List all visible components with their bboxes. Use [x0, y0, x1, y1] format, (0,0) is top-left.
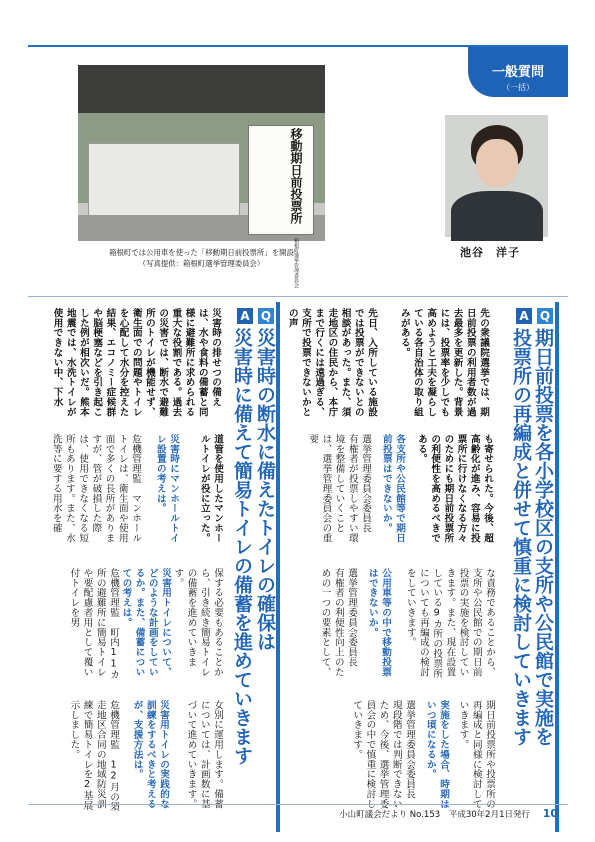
- section1-question-3: 実施をした場合、時期はいつ頃になるか。: [424, 700, 449, 809]
- section2-headline-answer: 災害時に備えて簡易トイレの備蓄を進めていきます: [231, 328, 253, 765]
- section1-text-2: 先日、入所している施設では投票ができないとの相談があった。また、須走地区の住民から、本庁まで行くには遠過ぎる、支所で投票できないかとの声: [286, 308, 377, 417]
- question-type-title: 一般質問: [491, 65, 544, 80]
- section2-answer-2-cont: 女別に運用します。備蓄については、計画数に基づいて進めていきます。: [185, 700, 223, 809]
- section1-headline-question: 期日前投票を各小学校区の支所や公民館で実施を: [532, 328, 554, 746]
- photo-caption: [78, 247, 325, 269]
- section2-answer-2: 危機管理監 町内11カ所の避難所に簡易トイレや要配慮者用として覆い付トイレを男: [68, 568, 119, 680]
- section1-text-3: も寄せられた。今後、超高齢化が進み、容易に投票所に行けなくなる方々のためにも期日前投票所の利便性を高めるべきである。: [415, 434, 493, 543]
- section2-rule: [276, 302, 280, 832]
- section1-q-label: Q: [537, 308, 553, 324]
- section2-answer-1: 危機管理監 マンホールトイレは、衛生面や使用面で多くの長所がありますが、管が破損した際は、使用できなくなる短所もあります。また、水洗等に要する用水を確: [50, 434, 141, 543]
- section2-a-label: A: [237, 308, 253, 324]
- section1-rule: [555, 302, 559, 832]
- question-type-sub: （一括）: [502, 83, 534, 92]
- section2-text-1: 災害時の排せつの備えは、水や食料の備蓄と同様に避難所に求められる重大な役割である。過去の災害では、断水で避難所のトイレが機能せず、衛生面での問題やトイレを心配して水分を控えた結果、エコノミー症候群や脳梗塞などを引き起こした例が相次いだ。熊本地震では、水洗トイレが使用できない中、下水: [51, 308, 221, 417]
- tent-canopy: [78, 65, 325, 117]
- section1-answer-1: 選挙管理委員会委員長 有権者が投票しやすい環境を整備していくことは、選挙管理委員会の重要: [307, 434, 371, 543]
- photo-sign-text: 移動期日前投票所: [289, 128, 303, 224]
- member-name: 池谷 洋子: [460, 246, 520, 259]
- section2-text-2: 道管を使用したマンホールトイレが役に立った。: [198, 434, 223, 543]
- portrait-body: [451, 191, 543, 241]
- section1-answer-2: 選挙管理委員会委員長 有権者の利便性向上のための一つの要素として、: [319, 568, 357, 677]
- photo-caption-line2: （写真提供：箱根町選挙管理委員会）: [138, 259, 265, 268]
- footer-title: 小山町議会だより No.153: [339, 810, 441, 820]
- section1-headline-answer: 投票所の再編成と併せて慎重に検討していきます: [510, 328, 532, 746]
- section2-q-label: Q: [258, 308, 274, 324]
- section1-answer-3: 選挙管理委員会委員長 現段階では判断できないため、今後、選挙管理委員会の中で慎重に検討していきます。: [351, 700, 415, 809]
- section2-question-3: 災害用トイレの実践的な訓練をするべきと考えるが、支援方法は。: [131, 700, 169, 809]
- page-number: 10: [542, 807, 558, 820]
- member-portrait: [445, 115, 548, 237]
- photo-caption-line1: 箱根町では公用車を使った「移動期日前投票所」を開設: [109, 248, 294, 257]
- section2-answer-3: 危機管理監 12月の須走地区合同の地域防災訓練で簡易トイレを2基展示しました。: [68, 700, 119, 812]
- section1-answer-2-cont: 期日前投票所や投票所の再編成と同様に検討していきます。: [457, 700, 495, 809]
- section2-question-2: 災害用トイレについて、どのような計画をしているか。また、備蓄についての考えは。: [120, 568, 171, 677]
- photo-sign-sub: 箱根町選挙管理委員会: [293, 238, 299, 288]
- section1-question-2: 公用車等の中で移動投票はできないか。: [366, 568, 391, 677]
- section2-headline-question: 災害時の断水に備えたトイレの確保は: [254, 328, 276, 651]
- section2-answer-1-cont: 保する必要もあることから、引き続き簡易トイレの備蓄を進めていきます。: [172, 568, 223, 677]
- portrait-face: [476, 139, 518, 187]
- section1-answer-1-cont: な責務であることから、支所や公民館での期日前投票の実施を検討していきます。また、現在設置している9カ所の投票所についても再編成の検討をしていきます。: [404, 568, 495, 679]
- footer: [300, 808, 558, 821]
- section1-a-label: A: [516, 308, 532, 324]
- section1-text-1: 先の衆議院選挙では、期日前投票の利用者数が過去最多を更新した。背景には、投票率を少しでも高めようと工夫を凝らしている各自治体の取り組みがある。: [398, 308, 489, 417]
- question-type-tag: [468, 47, 568, 97]
- section2-question-1: 災害時にマンホールトイレ設置の考えは。: [154, 434, 179, 543]
- photo-sign: [248, 125, 314, 288]
- footer-rule: [28, 804, 568, 805]
- section1-question-1: 各支所や公民館等で期日前投票はできないか。: [380, 434, 405, 543]
- section1-top-rule: [28, 296, 568, 297]
- footer-date: 平成30年2月1日発行: [448, 810, 530, 820]
- vehicle: [88, 143, 240, 225]
